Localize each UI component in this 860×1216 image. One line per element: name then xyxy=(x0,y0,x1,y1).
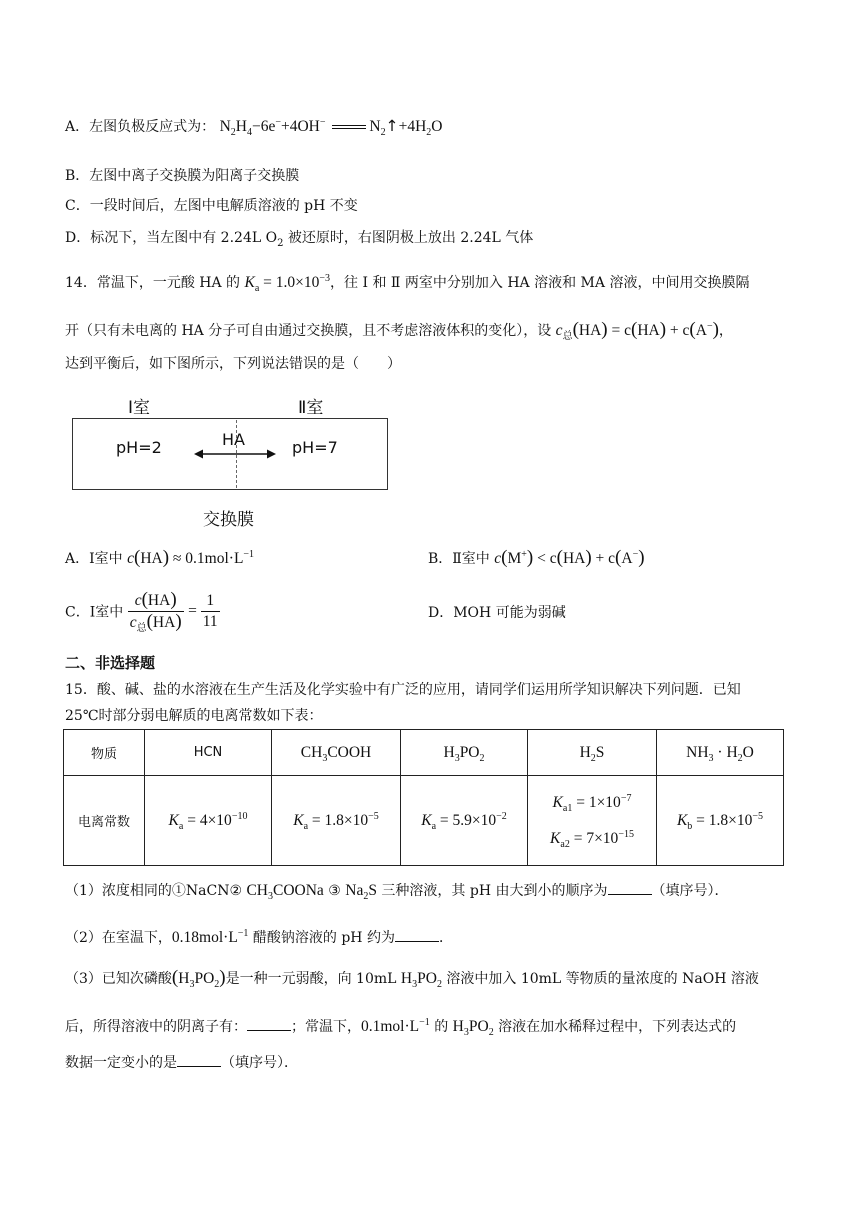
table-col-ch3cooh: $CH_3COOH$ xyxy=(272,730,401,776)
q13-option-a-formula: $N_2H_4-6e^-+4OH^-$ $N_2↑+4H_2O$ xyxy=(219,116,443,139)
q15-part1: （1）浓度相同的①NaCN② $CH_3COONa$ ③ $Na_2S$ 三种溶液，其 pH 由大到小的顺序为 （填序号）． xyxy=(65,882,729,903)
q15-part2: （2）在室温下，$0.18mol\cdot L^{-1}$ 醋酸钠溶液的 pH 约为 ． xyxy=(65,927,453,946)
q15-intro-line1: 15．酸、碱、盐的水溶液在生产生活及化学实验中有广泛的应用，请同学们运用所学知识解决下列问题．已知 xyxy=(65,682,741,698)
table-cell-h3po2: $K_a = 5.9\times 10^{-2}$ xyxy=(401,776,528,866)
q13-option-d: D．标况下，当左图中有 2.24L $O_2$ 被还原时，右图阴极上放出 2.24L 气体 xyxy=(65,230,534,249)
table-cell-ch3cooh: $K_a = 1.8\times 10^{-5}$ xyxy=(272,776,401,866)
ph-right-label: pH=7 xyxy=(292,438,338,457)
q15-intro-line2: 25℃时部分弱电解质的电离常数如下表： xyxy=(65,708,323,724)
answer-blank-2[interactable] xyxy=(395,927,439,942)
table-col-h3po2: $H_3PO_2$ xyxy=(401,730,528,776)
table-cell-nh3h2o: $K_b = 1.8\times 10^{-5}$ xyxy=(657,776,784,866)
q14-stem-line2: 开（只有未电离的 HA 分子可自由通过交换膜，且不考虑溶液体积的变化），设 $c_总(HA) = c(HA) + c(A^-)$， xyxy=(65,319,733,343)
ha-label: HA xyxy=(222,430,245,449)
q14-option-b: B．Ⅱ室中 c(M+) < c(HA) + c(A−) xyxy=(428,547,645,568)
table-header-row xyxy=(64,730,784,776)
q14-option-d: D．MOH 可能为弱碱 xyxy=(428,605,566,621)
q15-part3-line1: （3）已知次磷酸$(H_3PO_2)$是一种一元弱酸，向 10mL $H_3PO_2$ 溶液中加入 10mL 等物质的量浓度的 NaOH 溶液 xyxy=(65,967,759,991)
table-row-label: 电离常数 xyxy=(64,776,145,866)
room-1-label: Ⅰ室 xyxy=(128,398,151,418)
exchange-membrane-diagram xyxy=(72,393,390,533)
table-row xyxy=(64,776,784,866)
membrane-label: 交换膜 xyxy=(203,510,254,530)
answer-blank-1[interactable] xyxy=(608,880,652,895)
answer-blank-4[interactable] xyxy=(177,1052,221,1067)
table-col-nh3h2o: $NH_3 \cdot H_2O$ xyxy=(657,730,784,776)
q14-option-c: C．Ⅰ室中 $\frac{c(HA)}{c_总(HA)}$ = $\frac{1}{11}$ xyxy=(65,589,218,635)
ph-left-label: pH=2 xyxy=(116,438,162,457)
room-2-label: Ⅱ室 xyxy=(298,398,324,418)
q14-option-a: A．Ⅰ室中 $c(HA) \approx 0.1mol\cdot L^{-1}$ xyxy=(65,547,255,568)
q13-option-c: C．一段时间后，左图中电解质溶液的 pH 不变 xyxy=(65,198,358,214)
q13-option-b: B．左图中离子交换膜为阳离子交换膜 xyxy=(65,168,300,184)
section-heading: 二、非选择题 xyxy=(65,654,156,672)
q15-part3-line2: 后，所得溶液中的阴离子有： ；常温下，$0.1mol\cdot L^{-1}$ 的 $H_3PO_2$ 溶液在加水稀释过程中，下列表达式的 xyxy=(65,1016,737,1039)
table-col-h2s: $H_2S$ xyxy=(528,730,657,776)
q13-option-a: A．左图负极反应式为： $N_2H_4-6e^-+4OH^-$ $N_2↑+4H_2O$ xyxy=(65,116,443,139)
table-cell-hcn: $K_a = 4\times 10^{-10}$ xyxy=(145,776,272,866)
q14-stem-line3: 达到平衡后，如下图所示，下列说法错误的是（ ） xyxy=(65,356,401,372)
q15-part3-line3: 数据一定变小的是 （填序号）． xyxy=(65,1052,298,1073)
fraction-one-eleventh: $\frac{1}{11}$ xyxy=(202,592,218,630)
table-col-hcn: HCN xyxy=(145,730,272,776)
table-header-label: 物质 xyxy=(64,730,145,776)
table-cell-h2s: $K_{a1} = 1\times 10^{-7}$ $K_{a2} = 7\times 10^{-15}$ xyxy=(528,776,657,866)
equals-arrow xyxy=(332,125,366,129)
double-arrow-icon xyxy=(194,448,276,460)
ionization-constant-table xyxy=(63,729,784,866)
fraction-c-ha-over-ctotal: $\frac{c(HA)}{c_总(HA)}$ xyxy=(129,589,182,635)
answer-blank-3[interactable] xyxy=(247,1016,291,1031)
q14-stem-line1: 14．常温下，一元酸 HA 的 $K_a = 1.0\times 10^{-3}$，往 Ⅰ 和 Ⅱ 两室中分别加入 HA 溶液和 MA 溶液，中间用交换膜隔 xyxy=(65,272,750,295)
